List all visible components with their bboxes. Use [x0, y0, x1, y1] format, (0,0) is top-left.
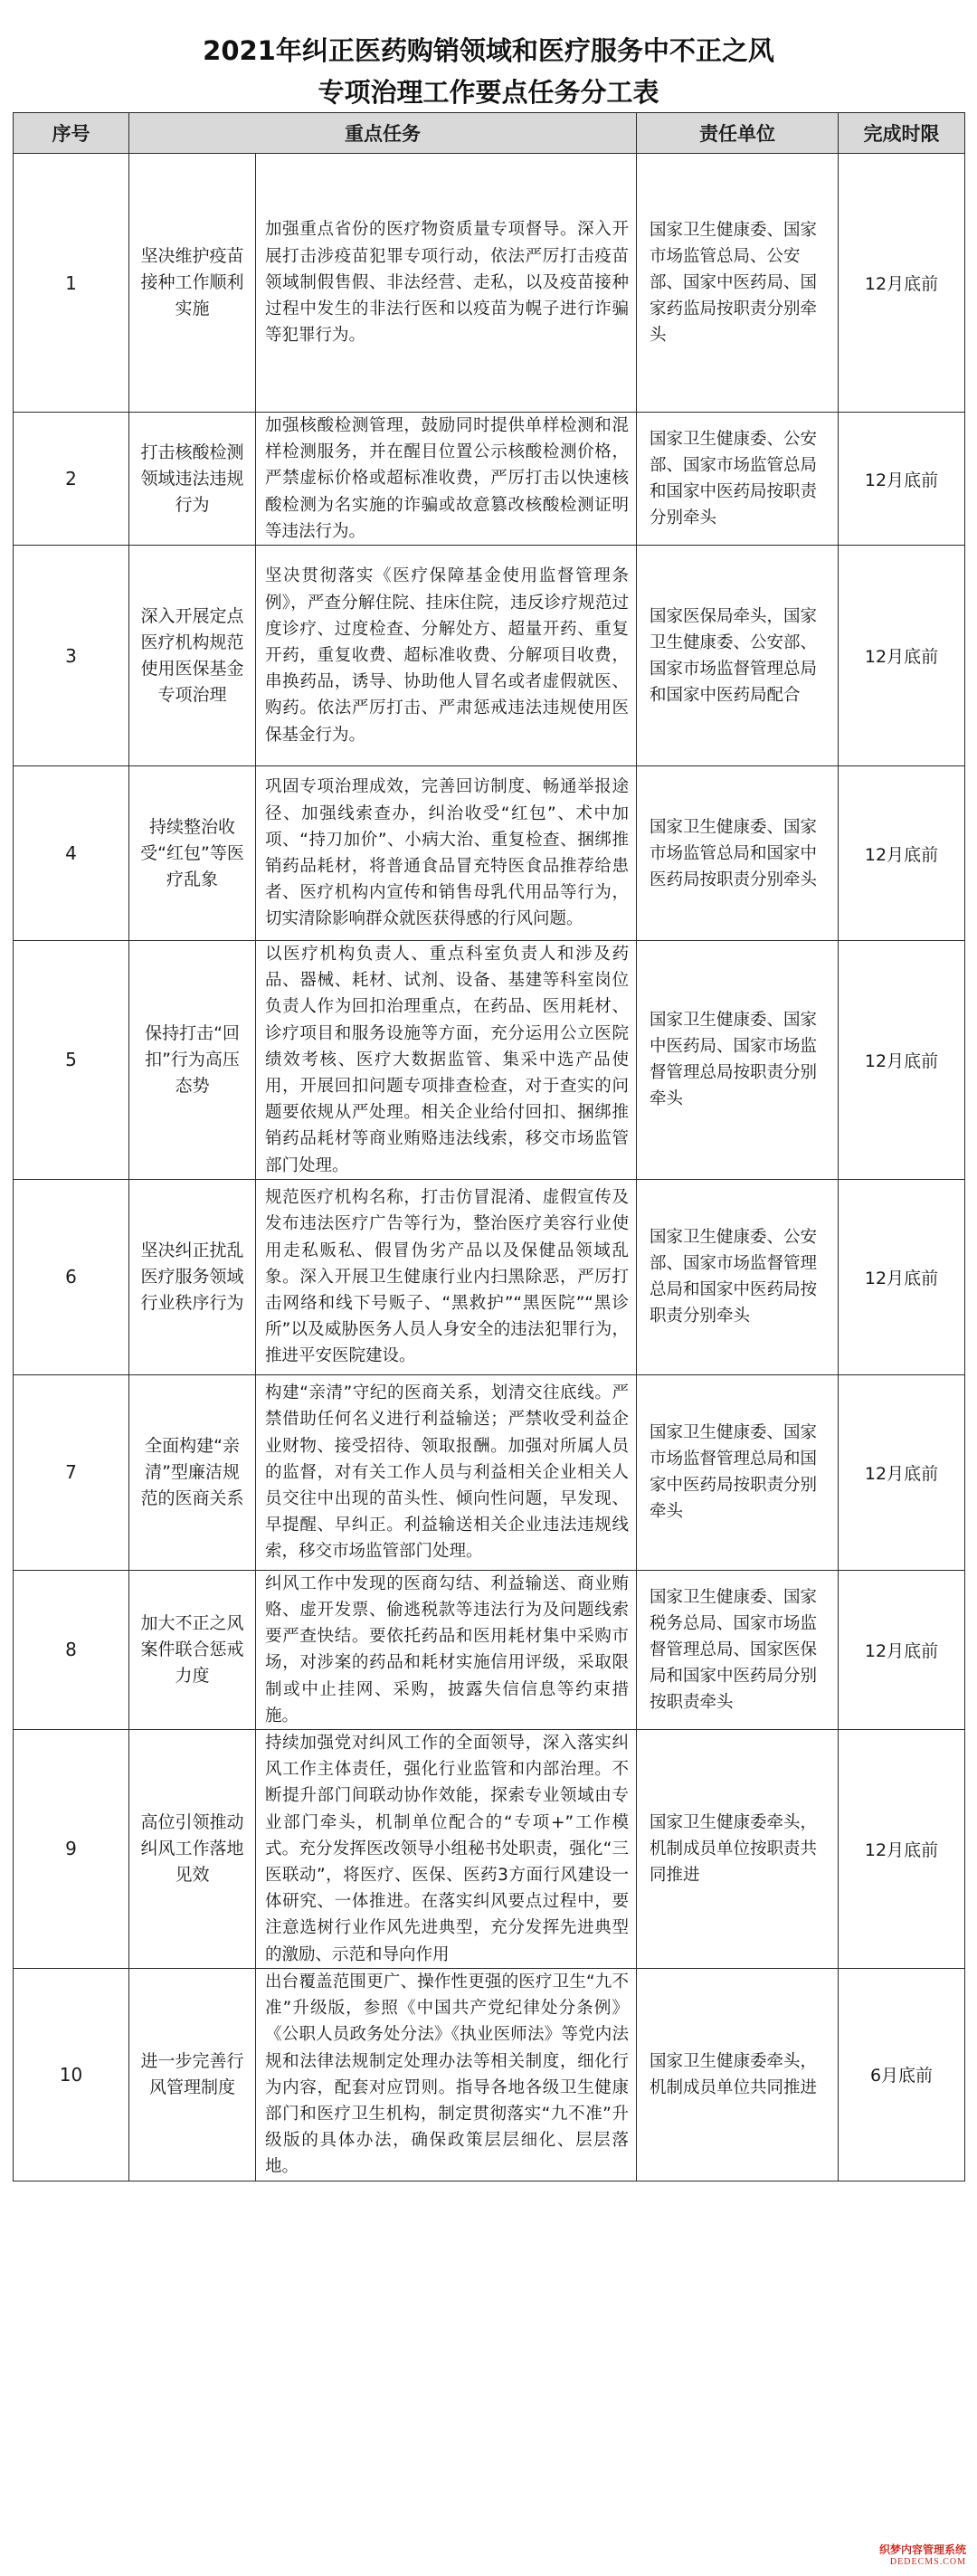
row-number: 6 — [14, 1179, 129, 1374]
row-deadline: 12月底前 — [839, 1570, 965, 1729]
row-task-content: 构建“亲清”守纪的医商关系，划清交往底线。严禁借助任何名义进行利益输送；严禁收受利益企业财物、接受招待、领取报酬。加强对所属人员的监督，对有关工作人员与利益相关企业相关人员交往中出现的苗头性、倾向性问题，早发现、早提醒、早纠正。利益输送相关企业违法违规线索，移交市场监管部门处理。 — [256, 1374, 637, 1570]
row-task-title: 进一步完善行风管理制度 — [129, 1968, 256, 2181]
row-number: 5 — [14, 941, 129, 1180]
row-deadline: 12月底前 — [839, 154, 965, 413]
row-task-content: 坚决贯彻落实《医疗保障基金使用监督管理条例》，严查分解住院、挂床住院，违反诊疗规范过度诊疗、过度检查、分解处方、超量开药、重复开药，重复收费、超标准收费、分解项目收费，串换药品，诱导、协助他人冒名或者虚假就医、购药。依法严厉打击、严肃惩戒违法违规使用医保基金行为。 — [256, 546, 637, 766]
row-responsible-unit: 国家卫生健康委、国家市场监管总局、公安部、国家中医药局、国家药监局按职责分别牵头 — [637, 154, 839, 413]
row-task-title: 持续整治收受“红包”等医疗乱象 — [129, 766, 256, 941]
row-task-content: 出台覆盖范围更广、操作性更强的医疗卫生“九不准”升级版，参照《中国共产党纪律处分条例》《公职人员政务处分法》《执业医师法》等党内法规和法律法规制定处理办法等相关制度，细化行为内容，配套对应罚则。指导各地各级卫生健康部门和医疗卫生机构，制定贯彻落实“九不准”升级版的具体办法，确保政策层层细化、层层落地。 — [256, 1968, 637, 2181]
row-task-title: 高位引领推动纠风工作落地见效 — [129, 1730, 256, 1969]
row-responsible-unit: 国家卫生健康委、国家市场监管总局和国家中医药局按职责分别牵头 — [637, 766, 839, 941]
watermark-logo — [879, 2543, 966, 2569]
row-deadline: 12月底前 — [839, 1179, 965, 1374]
row-responsible-unit: 国家卫生健康委牵头，机制成员单位按职责共同推进 — [637, 1730, 839, 1969]
row-task-title: 坚决维护疫苗接种工作顺利实施 — [129, 154, 256, 413]
row-responsible-unit: 国家卫生健康委、国家中医药局、国家市场监督管理总局按职责分别牵头 — [637, 941, 839, 1180]
table-row — [14, 1968, 965, 2181]
row-responsible-unit: 国家医保局牵头，国家卫生健康委、公安部、国家市场监督管理总局和国家中医药局配合 — [637, 546, 839, 766]
row-number: 8 — [14, 1570, 129, 1729]
row-task-title: 全面构建“亲清”型廉洁规范的医商关系 — [129, 1374, 256, 1570]
row-responsible-unit: 国家卫生健康委、国家市场监督管理总局和国家中医药局按职责分别牵头 — [637, 1374, 839, 1570]
row-task-content: 以医疗机构负责人、重点科室负责人和涉及药品、器械、耗材、试剂、设备、基建等科室岗位负责人作为回扣治理重点，在药品、医用耗材、诊疗项目和服务设施等方面，充分运用公立医院绩效考核、医疗大数据监管、集采中选产品使用，开展回扣问题专项排查检查，对于查实的问题要依规从严处理。相关企业给付回扣、捆绑推销药品耗材等商业贿赂违法线索，移交市场监管部门处理。 — [256, 941, 637, 1180]
task-table — [13, 112, 965, 2182]
row-responsible-unit: 国家卫生健康委、国家税务总局、国家市场监督管理总局、国家医保局和国家中医药局分别按职责牵头 — [637, 1570, 839, 1729]
row-task-title: 坚决纠正扰乱医疗服务领域行业秩序行为 — [129, 1179, 256, 1374]
table-row — [14, 1730, 965, 1969]
row-deadline: 6月底前 — [839, 1968, 965, 2181]
row-number: 10 — [14, 1968, 129, 2181]
row-responsible-unit: 国家卫生健康委牵头，机制成员单位共同推进 — [637, 1968, 839, 2181]
row-number: 4 — [14, 766, 129, 941]
row-task-content: 巩固专项治理成效，完善回访制度、畅通举报途径、加强线索查办，纠治收受“红包”、术中加项、“持刀加价”、小病大治、重复检查、捆绑推销药品耗材，将普通食品冒充特医食品推荐给患者、医疗机构内宣传和销售母乳代用品等行为，切实清除影响群众就医获得感的行风问题。 — [256, 766, 637, 941]
row-number: 3 — [14, 546, 129, 766]
row-number: 1 — [14, 154, 129, 413]
document-title-line1: 2021年纠正医药购销领域和医疗服务中不正之风 — [203, 35, 774, 66]
table-row — [14, 941, 965, 1180]
table-row — [14, 1374, 965, 1570]
row-number: 2 — [14, 413, 129, 546]
row-task-content: 持续加强党对纠风工作的全面领导，深入落实纠风工作主体责任，强化行业监管和内部治理。不断提升部门间联动协作效能，探索专业领域由专业部门牵头，机制单位配合的“专项+”工作模式。充分发挥医改领导小组秘书处职责，强化“三医联动”，将医疗、医保、医药3方面行风建设一体研究、一体推进。在落实纠风要点过程中，要注意选树行业作风先进典型，充分发挥先进典型的激励、示范和导向作用 — [256, 1730, 637, 1969]
document-title-line2: 专项治理工作要点任务分工表 — [318, 77, 659, 108]
row-deadline: 12月底前 — [839, 413, 965, 546]
table-row — [14, 413, 965, 546]
row-task-content: 加强核酸检测管理，鼓励同时提供单样检测和混样检测服务，并在醒目位置公示核酸检测价格，严禁虚标价格或超标准收费，严厉打击以快速核酸检测为名实施的诈骗或故意篡改核酸检测证明等违法行为。 — [256, 413, 637, 546]
row-deadline: 12月底前 — [839, 766, 965, 941]
row-task-title: 打击核酸检测领域违法违规行为 — [129, 413, 256, 546]
header-unit: 责任单位 — [637, 113, 839, 154]
table-row — [14, 1179, 965, 1374]
row-deadline: 12月底前 — [839, 1374, 965, 1570]
table-row — [14, 154, 965, 413]
row-number: 7 — [14, 1374, 129, 1570]
watermark-main-text: 织梦内容管理系统 — [878, 2543, 966, 2556]
header-no: 序号 — [14, 113, 129, 154]
row-number: 9 — [14, 1730, 129, 1969]
table-row — [14, 1570, 965, 1729]
row-task-content: 纠风工作中发现的医商勾结、利益输送、商业贿赂、虚开发票、偷逃税款等违法行为及问题线索要严查快结。要依托药品和医用耗材集中采购市场，对涉案的药品和耗材实施信用评级，采取限制或中止挂网、采购，披露失信信息等约束措施。 — [256, 1570, 637, 1729]
row-task-content: 加强重点省份的医疗物资质量专项督导。深入开展打击涉疫苗犯罪专项行动，依法严厉打击疫苗领域制假售假、非法经营、走私，以及疫苗接种过程中发生的非法行医和以疫苗为幌子进行诈骗等犯罪行为。 — [256, 154, 637, 413]
row-task-title: 加大不正之风案件联合惩戒力度 — [129, 1570, 256, 1729]
row-responsible-unit: 国家卫生健康委、公安部、国家市场监督管理总局和国家中医药局按职责分别牵头 — [637, 1179, 839, 1374]
row-deadline: 12月底前 — [839, 1730, 965, 1969]
header-deadline: 完成时限 — [839, 113, 965, 154]
row-task-content: 规范医疗机构名称，打击仿冒混淆、虚假宣传及发布违法医疗广告等行为，整治医疗美容行业使用走私贩私、假冒伪劣产品以及保健品领域乱象。深入开展卫生健康行业内扫黑除恶，严厉打击网络和线下号贩子、“黑救护”“黑医院”“黑诊所”以及威胁医务人员人身安全的违法犯罪行为，推进平安医院建设。 — [256, 1179, 637, 1374]
table-header-row — [14, 113, 965, 154]
row-task-title: 深入开展定点医疗机构规范使用医保基金专项治理 — [129, 546, 256, 766]
header-task: 重点任务 — [129, 113, 637, 154]
row-responsible-unit: 国家卫生健康委、公安部、国家市场监管总局和国家中医药局按职责分别牵头 — [637, 413, 839, 546]
row-deadline: 12月底前 — [839, 941, 965, 1180]
row-task-title: 保持打击“回扣”行为高压态势 — [129, 941, 256, 1180]
row-deadline: 12月底前 — [839, 546, 965, 766]
watermark-sub-text: DEDECMS.COM — [889, 2557, 966, 2567]
table-row — [14, 546, 965, 766]
table-row — [14, 766, 965, 941]
